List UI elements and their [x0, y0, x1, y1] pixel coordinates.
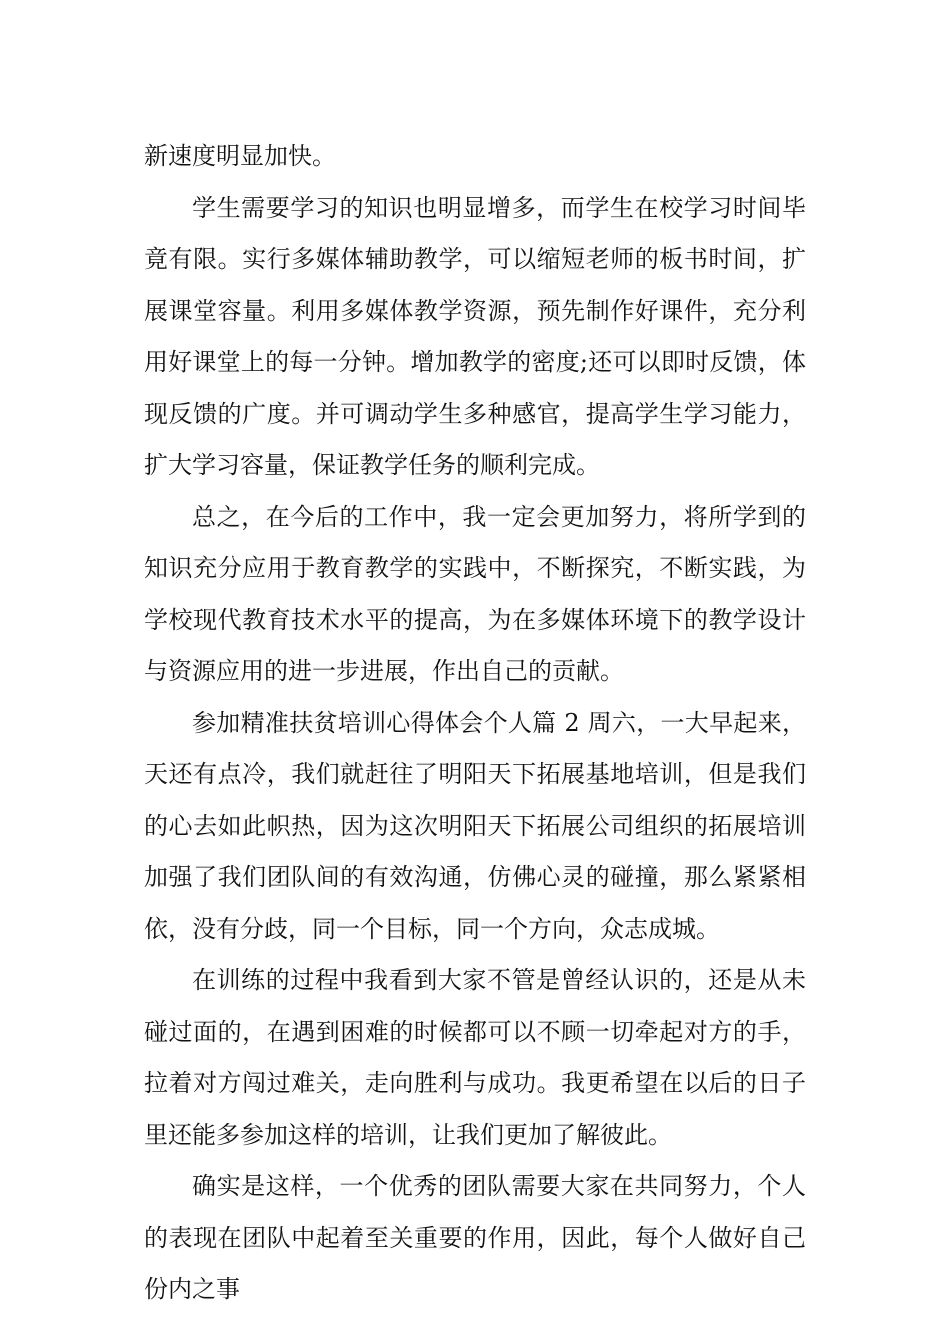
paragraph-3: 总之，在今后的工作中，我一定会更加努力，将所学到的知识充分应用于教育教学的实践中，不断探究，不断实践，为学校现代教育技术水平的提高，为在多媒体环境下的教学设计与资源应用的进一步进展，作出自己的贡献。 — [144, 502, 806, 685]
paragraph-6: 确实是这样，一个优秀的团队需要大家在共同努力，个人的表现在团队中起着至关重要的作用，因此，每个人做好自己份内之事 — [144, 1172, 806, 1303]
document-body — [144, 131, 806, 1316]
paragraph-1: 新速度明显加快。 — [144, 142, 336, 170]
paragraph-4: 参加精准扶贫培训心得体会个人篇 2 周六，一大早起来，天还有点冷，我们就赶往了明阳天下拓展基地培训，但是我们的心去如此帜热，因为这次明阳天下拓展公司组织的拓展培训加强了我们团队间的有效沟通，仿佛心灵的碰撞，那么紧紧相依，没有分歧，同一个目标，同一个方向，众志成城。 — [144, 708, 806, 943]
paragraph-5: 在训练的过程中我看到大家不管是曾经认识的，还是从未碰过面的，在遇到困难的时候都可以不顾一切牵起对方的手，拉着对方闯过难关，走向胜利与成功。我更希望在以后的日子里还能多参加这样的培训，让我们更加了解彼此。 — [144, 966, 806, 1149]
paragraph-2: 学生需要学习的知识也明显增多，而学生在校学习时间毕竟有限。实行多媒体辅助教学，可以缩短老师的板书时间，扩展课堂容量。利用多媒体教学资源，预先制作好课件，充分利用好课堂上的每一分钟。增加教学的密度;还可以即时反馈，体现反馈的广度。并可调动学生多种感官，提高学生学习能力，扩大学习容量，保证教学任务的顺利完成。 — [144, 193, 806, 479]
